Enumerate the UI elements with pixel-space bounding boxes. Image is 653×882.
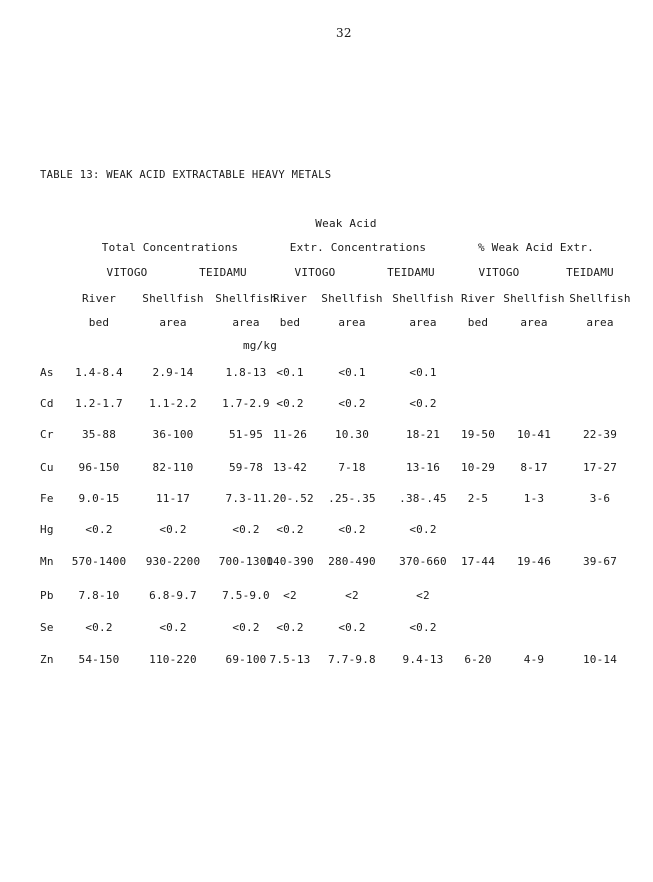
column-header-sublabel: bed (88, 316, 110, 329)
table-cell: 110-220 (149, 653, 197, 666)
table-cell: 51-95 (228, 428, 264, 441)
table-cell: 11-17 (155, 492, 191, 505)
table-cell: 54-150 (78, 653, 120, 666)
table-cell: <0.2 (409, 397, 437, 410)
table-cell: 10-41 (516, 428, 552, 441)
table-cell: 370-660 (399, 555, 447, 568)
units-label: mg/kg (242, 339, 278, 352)
header-group-percent: % Weak Acid Extr. (478, 241, 594, 254)
table-cell: 82-110 (152, 461, 194, 474)
table-cell: 7.5-9.0 (222, 589, 270, 602)
table-cell: <2 (283, 589, 297, 602)
table-cell: 1.8-13 (225, 366, 267, 379)
table-cell: <2 (345, 589, 359, 602)
table-cell: <0.2 (232, 523, 260, 536)
table-cell: <0.2 (159, 523, 187, 536)
table-cell: 1-3 (523, 492, 545, 505)
table-cell: 59-78 (228, 461, 264, 474)
table-cell: <0.2 (85, 621, 113, 634)
table-cell: 69-100 (225, 653, 267, 666)
element-symbol: Fe (40, 492, 54, 505)
column-header-sublabel: area (232, 316, 260, 329)
table-cell: 17-44 (460, 555, 496, 568)
table-cell: 1.2-1.7 (75, 397, 123, 410)
element-symbol: Cd (40, 397, 54, 410)
table-cell: 18-21 (405, 428, 441, 441)
table-cell: 700-1300 (218, 555, 274, 568)
element-symbol: Pb (40, 589, 54, 602)
element-symbol: Cr (40, 428, 54, 441)
table-cell: 570-1400 (71, 555, 127, 568)
table-cell: 10-14 (582, 653, 618, 666)
table-cell: 17-27 (582, 461, 618, 474)
table-cell: 7.5-13 (269, 653, 311, 666)
table-cell: <0.2 (159, 621, 187, 634)
element-symbol: Mn (40, 555, 54, 568)
table-cell: <0.1 (338, 366, 366, 379)
table-cell: <0.2 (276, 397, 304, 410)
element-symbol: Hg (40, 523, 54, 536)
column-header-label: Shellfish (392, 292, 454, 305)
table-cell: 9.0-15 (78, 492, 120, 505)
table-cell: <0.2 (409, 621, 437, 634)
table-cell: <0.2 (338, 523, 366, 536)
header-site: VITOGO (106, 266, 148, 279)
header-site: VITOGO (294, 266, 336, 279)
column-header-sublabel: area (338, 316, 366, 329)
column-header-sublabel: area (586, 316, 614, 329)
table-cell: 22-39 (582, 428, 618, 441)
column-header-sublabel: bed (279, 316, 301, 329)
table-cell: 4-9 (523, 653, 545, 666)
table-cell: <0.2 (409, 523, 437, 536)
column-header-sublabel: area (159, 316, 187, 329)
header-group-extr: Extr. Concentrations (289, 241, 427, 254)
element-symbol: As (40, 366, 54, 379)
table-cell: 1.1-2.2 (149, 397, 197, 410)
table-cell: <0.2 (276, 523, 304, 536)
table-cell: .38-.45 (399, 492, 447, 505)
header-site: TEIDAMU (387, 266, 435, 279)
table-cell: <0.2 (85, 523, 113, 536)
table-cell: 10-29 (460, 461, 496, 474)
column-header-label: River (460, 292, 496, 305)
table-cell: 11-26 (272, 428, 308, 441)
table-cell: <0.1 (276, 366, 304, 379)
column-header-sublabel: bed (467, 316, 489, 329)
header-site: TEIDAMU (199, 266, 247, 279)
column-header-label: Shellfish (215, 292, 277, 305)
table-cell: 3-6 (589, 492, 611, 505)
table-cell: 9.4-13 (402, 653, 444, 666)
table-cell: <0.2 (276, 621, 304, 634)
table-cell: .20-.52 (266, 492, 314, 505)
table-cell: 7.3-11 (225, 492, 267, 505)
table-cell: 140-390 (266, 555, 314, 568)
element-symbol: Se (40, 621, 54, 634)
page-number: 32 (336, 26, 352, 40)
table-title: TABLE 13: WEAK ACID EXTRACTABLE HEAVY METALS (40, 169, 332, 181)
table-cell: 7-18 (338, 461, 366, 474)
table-cell: 6.8-9.7 (149, 589, 197, 602)
column-header-label: Shellfish (142, 292, 204, 305)
table-cell: 7.8-10 (78, 589, 120, 602)
column-header-label: River (81, 292, 117, 305)
element-symbol: Zn (40, 653, 54, 666)
table-cell: 10.30 (334, 428, 370, 441)
column-header-label: Shellfish (321, 292, 383, 305)
table-cell: 930-2200 (145, 555, 201, 568)
table-cell: .25-.35 (328, 492, 376, 505)
table-cell: 35-88 (81, 428, 117, 441)
table-cell: 19-46 (516, 555, 552, 568)
table-cell: 7.7-9.8 (328, 653, 376, 666)
header-group-total: Total Concentrations (101, 241, 239, 254)
table-cell: <0.2 (338, 397, 366, 410)
table-cell: 19-50 (460, 428, 496, 441)
table-cell: 1.4-8.4 (75, 366, 123, 379)
table-cell: 13-42 (272, 461, 308, 474)
table-cell: 13-16 (405, 461, 441, 474)
column-header-label: River (272, 292, 308, 305)
element-symbol: Cu (40, 461, 54, 474)
table-cell: 6-20 (464, 653, 492, 666)
table-cell: 2.9-14 (152, 366, 194, 379)
table-cell: 36-100 (152, 428, 194, 441)
table-cell: 280-490 (328, 555, 376, 568)
table-cell: 2-5 (467, 492, 489, 505)
table-cell: 8-17 (520, 461, 548, 474)
table-cell: <0.2 (232, 621, 260, 634)
column-header-label: Shellfish (503, 292, 565, 305)
header-weak-acid: Weak Acid (315, 217, 377, 230)
table-cell: <2 (416, 589, 430, 602)
header-site: TEIDAMU (566, 266, 614, 279)
column-header-sublabel: area (520, 316, 548, 329)
column-header-sublabel: area (409, 316, 437, 329)
table-cell: 1.7-2.9 (222, 397, 270, 410)
header-site: VITOGO (478, 266, 520, 279)
column-header-label: Shellfish (569, 292, 631, 305)
table-cell: <0.2 (338, 621, 366, 634)
table-cell: 39-67 (582, 555, 618, 568)
table-cell: 96-150 (78, 461, 120, 474)
table-cell: <0.1 (409, 366, 437, 379)
